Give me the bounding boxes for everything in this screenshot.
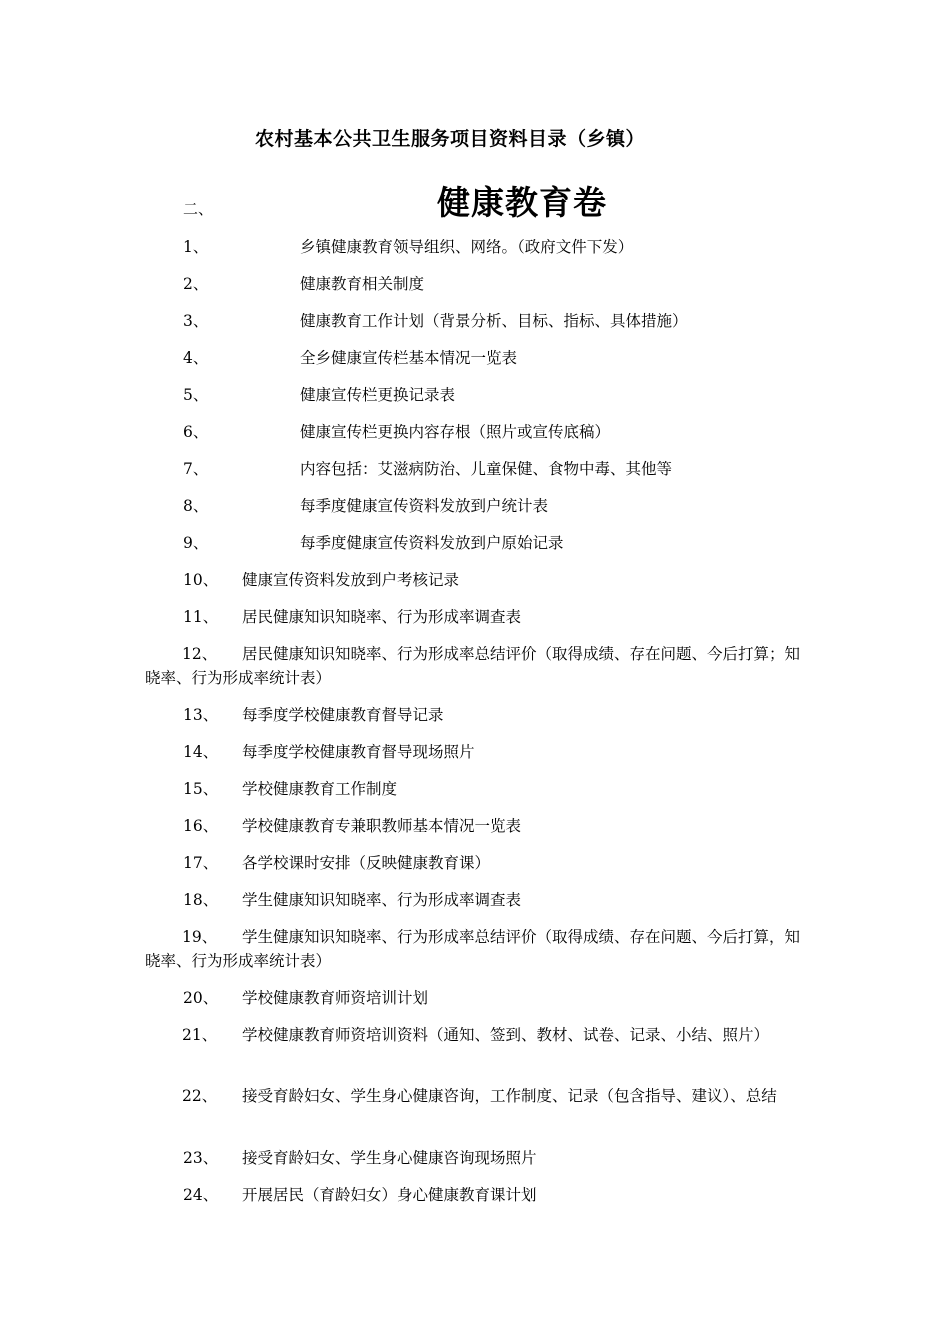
- item-number: 20、: [183, 989, 219, 1007]
- list-item: [145, 1084, 805, 1108]
- item-number: 10、: [183, 571, 219, 589]
- item-text: 乡镇健康教育领导组织、网络。（政府文件下发）: [300, 238, 634, 256]
- item-number: 19、: [182, 928, 218, 946]
- item-text: 每季度学校健康教育督导现场照片: [242, 743, 475, 761]
- item-text: 开展居民（育龄妇女）身心健康教育课计划: [242, 1186, 537, 1204]
- item-text: 各学校课时安排（反映健康教育课）: [242, 854, 491, 872]
- item-number: 23、: [183, 1149, 219, 1167]
- item-text: 全乡健康宣传栏基本情况一览表: [300, 349, 518, 367]
- item-number: 1、: [183, 238, 209, 256]
- document-title: 农村基本公共卫生服务项目资料目录（乡镇）: [254, 128, 645, 150]
- list-item: [145, 1023, 805, 1047]
- item-number: 12、: [182, 645, 218, 663]
- item-text: 健康宣传栏更换内容存根（照片或宣传底稿）: [300, 423, 611, 441]
- item-text: 学校健康教育师资培训资料（通知、签到、教材、试卷、记录、小结、照片）: [242, 1026, 770, 1044]
- item-text: 健康宣传栏更换记录表: [300, 386, 456, 404]
- item-text: 学校健康教育工作制度: [242, 780, 398, 798]
- item-text: 接受育龄妇女、学生身心健康咨询现场照片: [242, 1149, 537, 1167]
- item-number: 21、: [182, 1026, 218, 1044]
- item-number: 22、: [182, 1087, 218, 1105]
- item-text: 健康教育相关制度: [300, 275, 425, 293]
- item-text: 居民健康知识知晓率、行为形成率调查表: [242, 608, 522, 626]
- list-item: [145, 642, 805, 690]
- item-text: 接受育龄妇女、学生身心健康咨询，工作制度、记录（包含指导、建议）、总结: [242, 1087, 777, 1105]
- item-text: 学校健康教育师资培训计划: [242, 989, 429, 1007]
- item-text: 每季度健康宣传资料发放到户统计表: [300, 497, 549, 515]
- section-title: 健康教育卷: [437, 183, 607, 222]
- item-text: 学校健康教育专兼职教师基本情况一览表: [242, 817, 522, 835]
- list-item: [145, 925, 805, 973]
- item-text: 健康教育工作计划（背景分析、目标、指标、具体措施）: [300, 312, 688, 330]
- item-number: 3、: [183, 312, 209, 330]
- item-number: 6、: [183, 423, 209, 441]
- item-number: 15、: [183, 780, 219, 798]
- item-text: 学生健康知识知晓率、行为形成率总结评价（取得成绩、存在问题、今后打算，知晓率、行为形成率统计表）: [145, 928, 801, 970]
- item-text: 居民健康知识知晓率、行为形成率总结评价（取得成绩、存在问题、今后打算；知晓率、行为形成率统计表）: [145, 645, 801, 687]
- item-text: 学生健康知识知晓率、行为形成率调查表: [242, 891, 522, 909]
- item-number: 2、: [183, 275, 209, 293]
- item-number: 11、: [183, 608, 219, 626]
- section-number: 二、: [183, 200, 214, 218]
- item-number: 7、: [183, 460, 209, 478]
- item-text: 健康宣传资料发放到户考核记录: [242, 571, 460, 589]
- item-number: 16、: [183, 817, 219, 835]
- item-number: 24、: [183, 1186, 219, 1204]
- item-number: 18、: [183, 891, 219, 909]
- item-number: 13、: [183, 706, 219, 724]
- item-text: 内容包括：艾滋病防治、儿童保健、食物中毒、其他等: [300, 460, 673, 478]
- item-number: 4、: [183, 349, 209, 367]
- item-number: 17、: [183, 854, 219, 872]
- item-number: 5、: [183, 386, 209, 404]
- item-text: 每季度健康宣传资料发放到户原始记录: [300, 534, 564, 552]
- item-number: 14、: [183, 743, 219, 761]
- item-text: 每季度学校健康教育督导记录: [242, 706, 444, 724]
- item-number: 9、: [183, 534, 209, 552]
- item-number: 8、: [183, 497, 209, 515]
